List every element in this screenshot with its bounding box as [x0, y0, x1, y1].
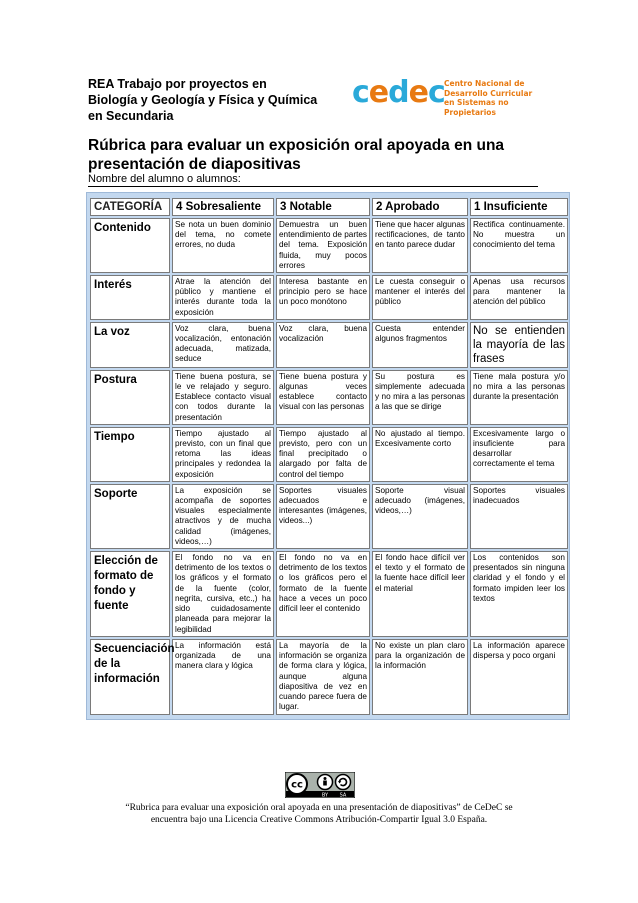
- row-category: Secuenciación de la información: [90, 639, 170, 714]
- student-name-label: Nombre del alumno o alumnos:: [88, 173, 241, 185]
- cell-notable: Tiene buena postura y algunas veces establece contacto visual con las personas: [276, 370, 370, 425]
- table-row: [90, 639, 568, 714]
- cell-sobresaliente: Tiene buena postura, se le ve relajado y seguro. Establece contacto visual con todos durante la presentación: [172, 370, 274, 425]
- rubric-header-row: [90, 198, 568, 216]
- cell-notable: Interesa bastante en principio pero se hace un poco monótono: [276, 275, 370, 320]
- cell-notable: Soportes visuales adecuados e interesantes (imágenes, videos...): [276, 484, 370, 549]
- cell-sobresaliente: La exposición se acompaña de soportes visuales especialmente atractivos y de mucha calidad (imágenes, videos,…): [172, 484, 274, 549]
- row-category: Contenido: [90, 218, 170, 273]
- student-name-field: [88, 173, 538, 187]
- row-category: Soporte: [90, 484, 170, 549]
- document-title: [88, 136, 528, 174]
- cell-insuficiente: Apenas usa recursos para mantener la atención del público: [470, 275, 568, 320]
- cell-aprobado: Cuesta entender algunos fragmentos: [372, 322, 468, 368]
- table-row: [90, 427, 568, 482]
- cell-notable: La mayoría de la información se organiza de forma clara y lógica, aunque alguna diapositiva de vez en cuando parece fuera de lugar.: [276, 639, 370, 714]
- cell-sobresaliente: Se nota un buen dominio del tema, no comete errores, no duda: [172, 218, 274, 273]
- license-line: encuentra bajo una Licencia Creative Commons Atribución-Compartir Igual 3.0 España.: [150, 815, 488, 825]
- table-row: [90, 322, 568, 368]
- license-line: “Rubrica para evaluar una exposición oral apoyada en una presentación de diapositivas” de CeDeC se: [125, 803, 513, 813]
- logo-sub-line: Centro Nacional de: [444, 79, 525, 88]
- logo-sub-line: en Sistemas no Propietarios: [444, 98, 509, 117]
- header-title-line: Biología y Geología y Física y Química: [88, 93, 318, 107]
- logo-letter: c: [428, 75, 445, 110]
- cell-aprobado: No ajustado al tiempo. Excesivamente corto: [372, 427, 468, 482]
- header-title-line: en Secundaria: [88, 109, 174, 123]
- logo-letter: e: [368, 75, 389, 110]
- cell-insuficiente: Los contenidos son presentados sin ninguna claridad y el fondo y el formato impiden leer los textos: [470, 551, 568, 637]
- table-row: [90, 370, 568, 425]
- cell-aprobado: No existe un plan claro para la organización de la información: [372, 639, 468, 714]
- document-title-line: Rúbrica para evaluar un exposición oral apoyada en una: [88, 137, 505, 154]
- table-row: [90, 484, 568, 549]
- creative-commons-by-sa-badge: [285, 772, 355, 798]
- table-row: [90, 218, 568, 273]
- document-title-line: presentación de diapositivas: [88, 156, 301, 173]
- cell-aprobado: Su postura es simplemente adecuada y no mira a las personas a las que se dirige: [372, 370, 468, 425]
- cc-icon-text: cc: [291, 779, 303, 791]
- license-footer: [88, 802, 550, 826]
- row-category: Tiempo: [90, 427, 170, 482]
- header-category: CATEGORÍA: [90, 198, 170, 216]
- header-aprobado: 2 Aprobado: [372, 198, 468, 216]
- cell-sobresaliente: Voz clara, buena vocalización, entonación adecuada, matizada, seduce: [172, 322, 274, 368]
- share-alike-icon: [336, 775, 351, 790]
- header-sobresaliente: 4 Sobresaliente: [172, 198, 274, 216]
- cell-sobresaliente: El fondo no va en detrimento de los textos o los gráficos y el formato de la fuente (color, negrita, cursiva, etc.,) ha sido cuidadosamente planeada para mejorar la legibilidad: [172, 551, 274, 637]
- cell-insuficiente: Tiene mala postura y/o no mira a las personas durante la presentación: [470, 370, 568, 425]
- row-category: La voz: [90, 322, 170, 368]
- row-category: Postura: [90, 370, 170, 425]
- header-title: [88, 76, 338, 124]
- cell-insuficiente: No se entienden la mayoría de las frases: [470, 322, 568, 368]
- logo-sub-line: Desarrollo Curricular: [444, 88, 533, 98]
- header-insuficiente: 1 Insuficiente: [470, 198, 568, 216]
- cell-insuficiente: Excesivamente largo o insuficiente para desarrollar correctamente el tema: [470, 427, 568, 482]
- row-category: Interés: [90, 275, 170, 320]
- cedec-logo-subtitle: [444, 79, 554, 117]
- logo-letter: e: [408, 75, 428, 110]
- by-label: BY: [321, 792, 329, 798]
- cell-notable: El fondo no va en detrimento de los textos o los gráficos pero el formato de la fuente hace a veces un poco difícil leer el contenido: [276, 551, 370, 637]
- cell-aprobado: El fondo hace difícil ver el texto y el formato de la fuente hace difícil leer el material: [372, 551, 468, 637]
- header-notable: 3 Notable: [276, 198, 370, 216]
- header-title-line: REA Trabajo por proyectos en: [88, 77, 267, 91]
- cell-aprobado: Soporte visual adecuado (imágenes, videos,…): [372, 484, 468, 549]
- logo-letter: d: [388, 75, 409, 110]
- row-category: Elección de formato de fondo y fuente: [90, 551, 170, 637]
- cell-notable: Voz clara, buena vocalización: [276, 322, 370, 368]
- cell-aprobado: Tiene que hacer algunas rectificaciones, de tanto en tanto parece dudar: [372, 218, 468, 273]
- cell-insuficiente: La información aparece dispersa y poco organi: [470, 639, 568, 714]
- cell-insuficiente: Soportes visuales inadecuados: [470, 484, 568, 549]
- cedec-logo-word: [352, 76, 445, 110]
- sa-label: SA: [339, 792, 347, 798]
- rubric-table: [88, 196, 570, 717]
- table-row: [90, 551, 568, 637]
- cell-sobresaliente: Tiempo ajustado al previsto, con un final que retoma las ideas principales y redondea la exposición: [172, 427, 274, 482]
- cell-sobresaliente: Atrae la atención del público y mantiene el interés durante toda la exposición: [172, 275, 274, 320]
- logo-letter: c: [352, 75, 369, 110]
- cell-insuficiente: Rectifica continuamente. No muestra un conocimiento del tema: [470, 218, 568, 273]
- cedec-logo: [352, 76, 552, 116]
- cell-notable: Demuestra un buen entendimiento de partes del tema. Exposición fluida, muy pocos errores: [276, 218, 370, 273]
- cell-sobresaliente: La información está organizada de una manera clara y lógica: [172, 639, 274, 714]
- table-row: [90, 275, 568, 320]
- cell-notable: Tiempo ajustado al previsto, pero con un final precipitado o alargado por falta de control del tiempo: [276, 427, 370, 482]
- cell-aprobado: Le cuesta conseguir o mantener el interés del público: [372, 275, 468, 320]
